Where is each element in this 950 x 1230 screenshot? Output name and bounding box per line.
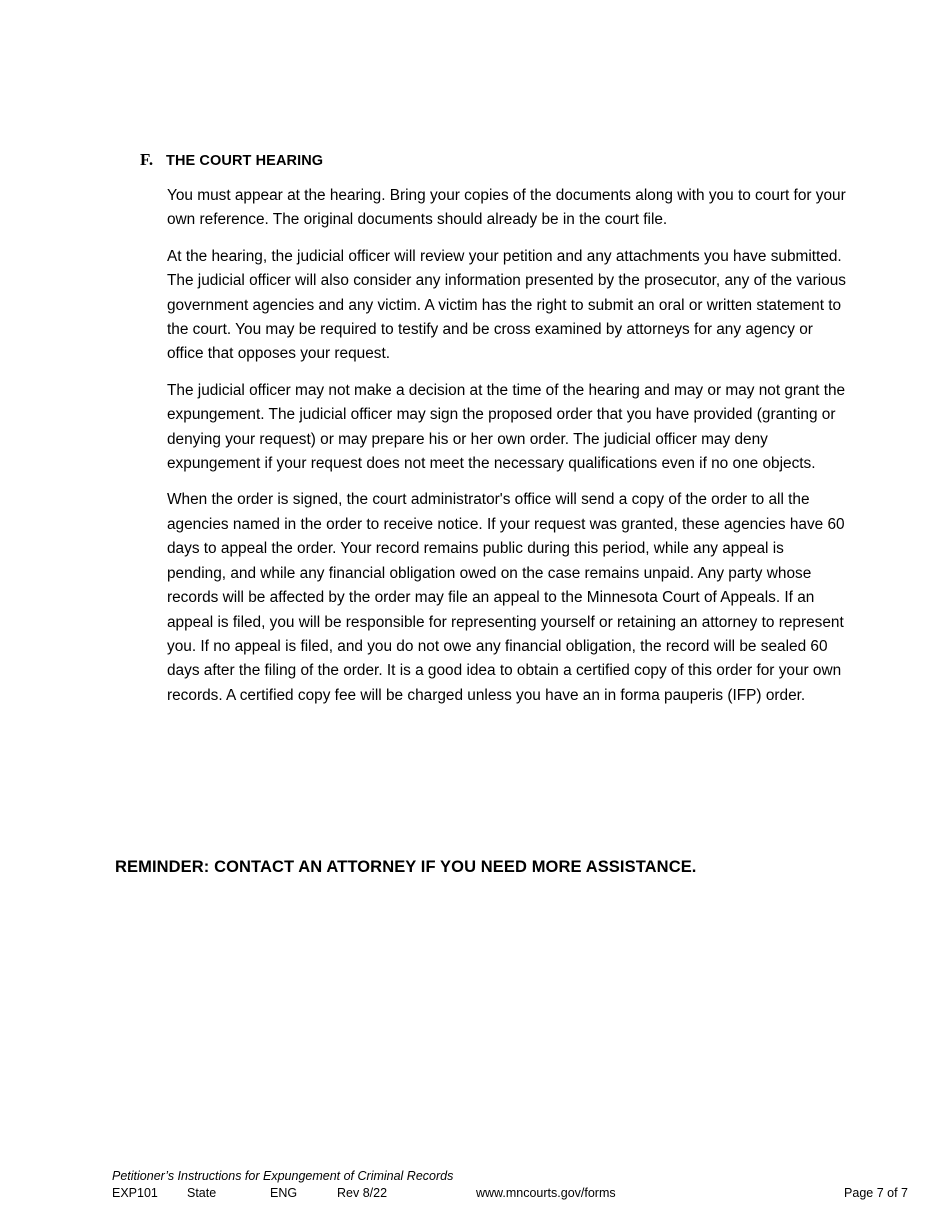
footer-revision: Rev 8/22 — [337, 1186, 388, 1200]
paragraph-order-signed: When the order is signed, the court administrator's office will send a copy of the order to all the agencies named in the order to receive notice. If your request was granted, these agencies have 60 days to appeal the order. Your record remains public during this period, while any appeal is pending, and while any financial obligation owed on the case remains unpaid. Any party whose records will be affected by the order may file an appeal to the Minnesota Court of Appeals. If an appeal is filed, you will be responsible for representing yourself or retaining an attorney to represent you. If no appeal is filed, and you do not owe any financial obligation, the record will be sealed 60 days after the filing of the order. It is a good idea to obtain a certified copy of this order for your own records. A certified copy fee will be charged unless you have an in forma pauperis (IFP) order. — [167, 491, 845, 704]
footer-title: Petitioner’s Instructions for Expungement of Criminal Records — [112, 1169, 454, 1183]
paragraph-decision: The judicial officer may not make a decision at the time of the hearing and may or may not grant the expungement. The judicial officer may sign the proposed order that you have provided (granting or denying your request) or may prepare his or her own order. The judicial officer may deny expungement if your request does not meet the necessary qualifications even if no one objects. — [167, 381, 846, 473]
reminder-notice: REMINDER: CONTACT AN ATTORNEY IF YOU NEED MORE ASSISTANCE. — [115, 858, 697, 876]
section-letter: F. — [140, 150, 154, 169]
section-body — [167, 184, 847, 720]
footer-language: ENG — [270, 1186, 298, 1200]
section-title: THE COURT HEARING — [166, 153, 324, 169]
footer-form-number: EXP101 — [112, 1186, 158, 1200]
section-heading — [140, 150, 323, 170]
footer-page-number: Page 7 of 7 — [844, 1186, 908, 1200]
footer-jurisdiction: State — [187, 1186, 217, 1200]
paragraph-hearing-review: At the hearing, the judicial officer will review your petition and any attachments you have submitted. The judicial officer will also consider any information presented by the prosecutor, any of the various government agencies and any victim. A victim has the right to submit an oral or written statement to the court. You may be required to testify and be cross examined by attorneys for any agency or office that opposes your request. — [167, 247, 846, 363]
footer-url[interactable]: www.mncourts.gov/forms — [476, 1186, 616, 1200]
paragraph-appear: You must appear at the hearing. Bring your copies of the documents along with you to court for your own reference. The original documents should already be in the court file. — [167, 187, 846, 229]
